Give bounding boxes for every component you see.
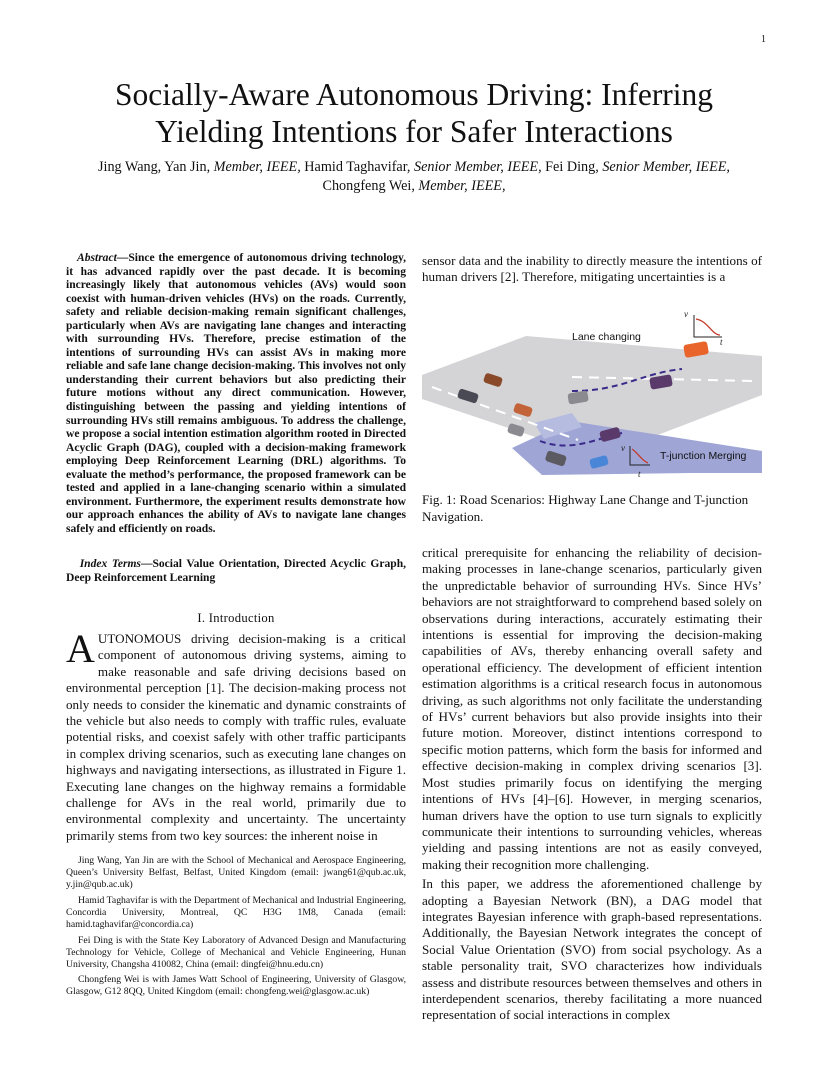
author-3: Fei Ding, <box>541 159 603 175</box>
abstract-text: —Since the emergence of autonomous driving technology, it has advanced rapidly over the past decade. It is becoming increasingly likely that autonomous vehicles (AVs) would soon coexist with human-driven vehicles (HVs) on the roads. Currently, safety and reliable decision-making remain significant challenges, particularly when AVs are navigating lane changes and interacting with surrounding HVs. Therefore, precise estimation of the intentions of surrounding HVs can assist AVs in making more reliable and safe lane change decision-making. This involves not only understanding their current behaviors but also predicting their future motions without any direct communication. However, distinguishing between the passing and yielding intentions of surrounding HVs still remains ambiguous. To address the challenge, we propose a social intention estimation algorithm rooted in Directed Acyclic Graph (DAG), coupled with a decision-making framework employing Deep Reinforcement Learning (DRL) algorithms. To evaluate the method’s performance, the proposed framework can be tested and applied in a lane-changing scenario within a simulated environment. Furthermore, the experiment results demonstrate how our approach enhances the ability of AVs to navigate lane changes safely and efficiently on roads. <box>66 252 406 535</box>
introduction-paragraph <box>66 626 406 844</box>
axis-v-label-2: v <box>621 443 625 453</box>
index-terms-text: —Social Value Orientation, Directed Acyclic Graph, Deep Reinforcement Learning <box>66 558 407 584</box>
dropcap: A <box>66 626 95 671</box>
author-1-membership: Member, IEEE, <box>213 159 301 175</box>
axis-t-label-2: t <box>638 469 641 479</box>
right-column-body <box>422 545 762 1024</box>
author-2-membership: Senior Member, IEEE, <box>413 159 542 175</box>
intro-text: UTONOMOUS driving decision-making is a critical component of autonomous driving systems, aiming to make reasonable and safe driving decisions based on environmental perception [1]. The decision-making process not only needs to consider the kinematic and dynamic constraints of the vehicle but also needs to comply with traffic rules, evaluate potential risks, and coexist safely with other traffic participants in complex driving scenarios, such as executing lane changes on highways and navigating intersections, as illustrated in Figure 1. Executing lane changes on the highway remains a formidable challenge for AVs in the real world, primarily due to environmental complexity and uncertainty. The uncertainty primarily stems from two key sources: the inherent noise in <box>66 631 406 843</box>
author-3-membership: Senior Member, IEEE, <box>602 159 730 175</box>
author-2: Hamid Taghavifar, <box>300 159 414 175</box>
right-column-top-text: sensor data and the inability to directly measure the intentions of human drivers [2]. Therefore, mitigating uncertainties is a <box>422 253 762 285</box>
title-line-2: Yielding Intentions for Safer Interactions <box>155 114 673 149</box>
author-4-membership: Member, IEEE, <box>418 177 506 194</box>
axis-t-label: t <box>720 337 723 347</box>
abstract <box>66 252 406 536</box>
lane-changing-label: Lane changing <box>572 331 641 343</box>
figure-road-scenarios <box>422 303 762 485</box>
title-line-1: Socially-Aware Autonomous Driving: Inferring <box>114 77 714 112</box>
axis-v-label: v <box>684 309 688 319</box>
author-1: Jing Wang, Yan Jin, <box>98 159 214 175</box>
figure-caption: Fig. 1: Road Scenarios: Highway Lane Change and T-junction Navigation. <box>422 492 749 524</box>
paper-title <box>60 76 768 150</box>
t-junction-label: T-junction Merging <box>660 450 747 462</box>
footnote: Fei Ding is with the State Key Laboratory of Advanced Design and Manufacturing Technology for Vehicle, College of Mechanical and Vehicle Engineering, Hunan University, Changsha 410082, China (email: dingfei@hnu.edu.cn) <box>66 934 406 970</box>
section-heading: I. Introduction <box>197 611 275 625</box>
index-terms <box>66 558 406 585</box>
footnote: Hamid Taghavifar is with the Department of Mechanical and Industrial Engineering, Concordia University, Montreal, QC H3G 1M8, Canada (email: hamid.taghavifar@concordia.ca) <box>66 894 406 930</box>
paragraph: In this paper, we address the aforementioned challenge by adopting a Bayesian Network (BN), a DAG model that integrates Bayesian inference with graph-based representations. Additionally, the Bayesian Network integrates the concept of Social Value Orientation (SVO) from social psychology. As a stable personality trait, SVO characterizes how individuals assess and distribute resources between themselves and others in interdependent scenarios, thereby facilitating a more nuanced representation of social interactions in complex <box>422 876 762 1023</box>
footnote: Chongfeng Wei is with James Watt School of Engineering, University of Glasgow, Glasgow, G12 8QQ, United Kingdom (email: chongfeng.wei@glasgow.ac.uk) <box>66 974 406 998</box>
footnote: Jing Wang, Yan Jin are with the School of Mechanical and Aerospace Engineering, Queen’s University Belfast, Belfast, United Kingdom (email: jwang61@qub.ac.uk, y.jin@qub.ac.uk) <box>66 855 406 891</box>
paragraph: critical prerequisite for enhancing the reliability of decision-making processes in lane-change scenarios, particularly given the unpredictable behavior of surrounding HVs. Since HVs’ behaviors are not straightforward to comprehend based solely on observations during interactions, accurately estimating their intentions is essential for improving the decision-making capabilities of AVs, thereby enhancing overall safety and operational efficiency. The development of efficient intention estimation algorithms is a critical research focus in autonomous driving, as such algorithms not only facilitate the understanding of HVs’ current behaviors but also provide insights into their future motion. Moreover, distinct intentions correspond to specific motion patterns, which form the basis for informed and effective decision-making in complex driving scenarios [3]. Most studies primarily focus on identifying the merging intentions of HVs [4]–[6]. However, in merging scenarios, human drivers have the option to use turn signals to explicitly communicate their intentions to surrounding vehicles, whereas yielding and passing intentions are not as easily conveyed, making their recognition more challenging. <box>422 545 762 872</box>
abstract-label: Abstract <box>77 252 117 264</box>
author-footnotes <box>66 855 406 1002</box>
velocity-graph-top <box>694 315 722 337</box>
index-terms-label: Index Terms <box>79 558 141 570</box>
page-number: 1 <box>761 34 766 45</box>
author-4: Chongfeng Wei, <box>322 177 419 194</box>
author-list <box>60 158 768 195</box>
arxiv-identifier <box>4 285 44 757</box>
